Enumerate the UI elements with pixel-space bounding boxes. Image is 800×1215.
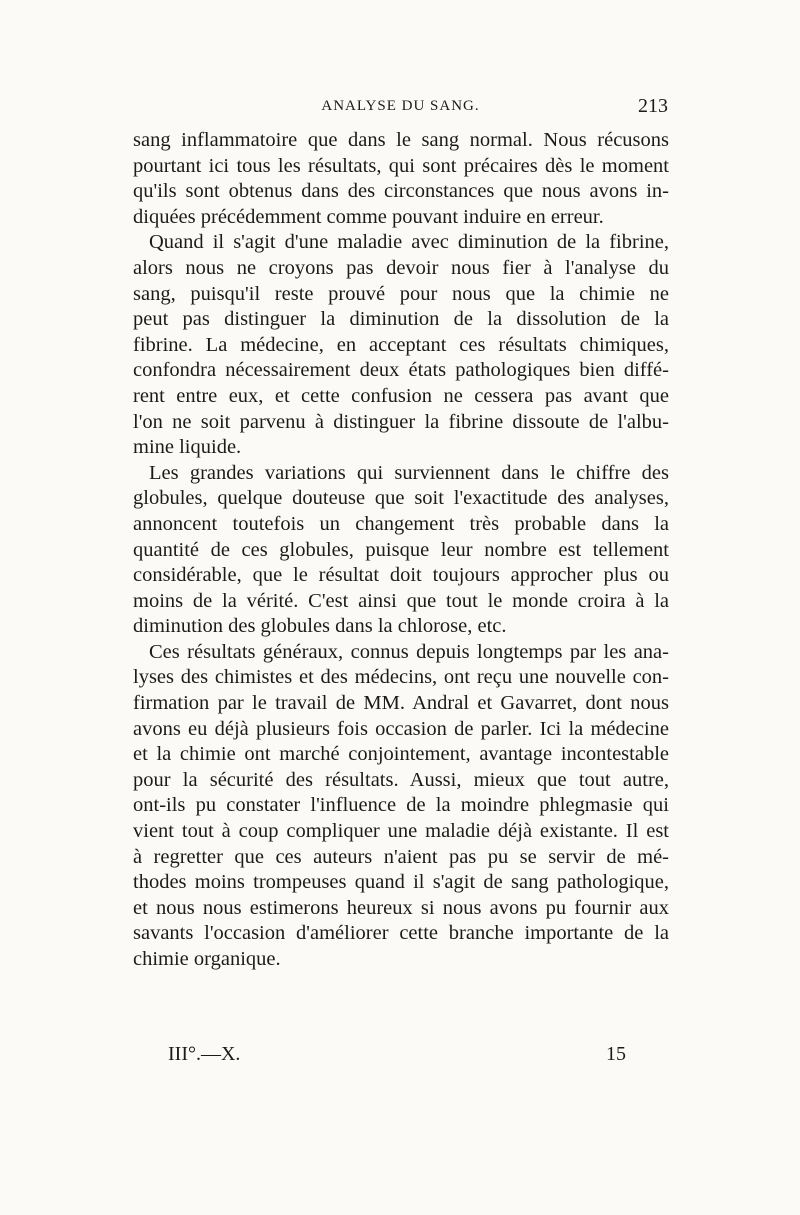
text-line: thodes moins trompeuses quand il s'agit de sang pathologique,	[133, 871, 669, 894]
text-line: confondra nécessairement deux états pathologiques bien diffé-	[133, 359, 669, 382]
text-line: chimie organique.	[133, 948, 281, 970]
running-title: ANALYSE DU SANG.	[321, 98, 480, 114]
page-number: 213	[638, 95, 668, 117]
sheet-number: 15	[606, 1043, 626, 1065]
text-line: diquées précédemment comme pouvant induire en erreur.	[133, 205, 604, 228]
text-line: firmation par le travail de MM. Andral et Gavarret, dont nous	[133, 692, 669, 715]
text-line: à regretter que ces auteurs n'aient pas pu se servir de mé-	[133, 845, 669, 868]
text-line: savants l'occasion d'améliorer cette branche importante de la	[133, 922, 669, 945]
text-line: vient tout à coup compliquer une maladie déjà existante. Il est	[133, 820, 669, 843]
text-line: Ces résultats généraux, connus depuis longtemps par les ana-	[149, 640, 669, 663]
body-text	[133, 128, 669, 973]
page-footer	[168, 1041, 626, 1067]
signature-mark: III°.—X.	[168, 1043, 241, 1065]
text-line: Quand il s'agit d'une maladie avec diminution de la fibrine,	[149, 231, 669, 254]
text-line: alors nous ne croyons pas devoir nous fier à l'analyse du	[133, 256, 669, 279]
text-line: avons eu déjà plusieurs fois occasion de parler. Ici la médecine	[133, 717, 669, 740]
text-line: considérable, que le résultat doit toujours approcher plus ou	[133, 564, 669, 587]
text-line: globules, quelque douteuse que soit l'exactitude des analyses,	[133, 487, 669, 510]
text-line: diminution des globules dans la chlorose, etc.	[133, 615, 507, 638]
text-line: ont-ils pu constater l'influence de la moindre phlegmasie qui	[133, 794, 669, 817]
text-line: moins de la vérité. C'est ainsi que tout le monde croira à la	[133, 589, 669, 612]
text-line: pourtant ici tous les résultats, qui sont précaires dès le moment	[133, 154, 669, 177]
text-line: peut pas distinguer la diminution de la dissolution de la	[133, 308, 669, 331]
text-line: mine liquide.	[133, 436, 242, 459]
text-line: et nous nous estimerons heureux si nous avons pu fournir aux	[133, 896, 669, 919]
text-line: sang, puisqu'il reste prouvé pour nous que la chimie ne	[133, 282, 669, 305]
text-line: qu'ils sont obtenus dans des circonstances que nous avons in-	[133, 180, 669, 203]
text-line: lyses des chimistes et des médecins, ont reçu une nouvelle con-	[133, 666, 669, 689]
text-line: sang inflammatoire que dans le sang normal. Nous récusons	[133, 129, 669, 151]
running-header	[133, 93, 668, 119]
text-line: et la chimie ont marché conjointement, avantage incontestable	[133, 743, 669, 766]
text-line: l'on ne soit parvenu à distinguer la fibrine dissoute de l'albu-	[133, 410, 669, 433]
text-line: Les grandes variations qui surviennent dans le chiffre des	[149, 461, 669, 484]
text-line: rent entre eux, et cette confusion ne cessera pas avant que	[133, 384, 669, 407]
text-line: pour la sécurité des résultats. Aussi, mieux que tout autre,	[133, 768, 669, 791]
text-line: fibrine. La médecine, en acceptant ces résultats chimiques,	[133, 333, 669, 356]
text-line: quantité de ces globules, puisque leur nombre est tellement	[133, 538, 669, 561]
text-line: annoncent toutefois un changement très probable dans la	[133, 512, 669, 535]
